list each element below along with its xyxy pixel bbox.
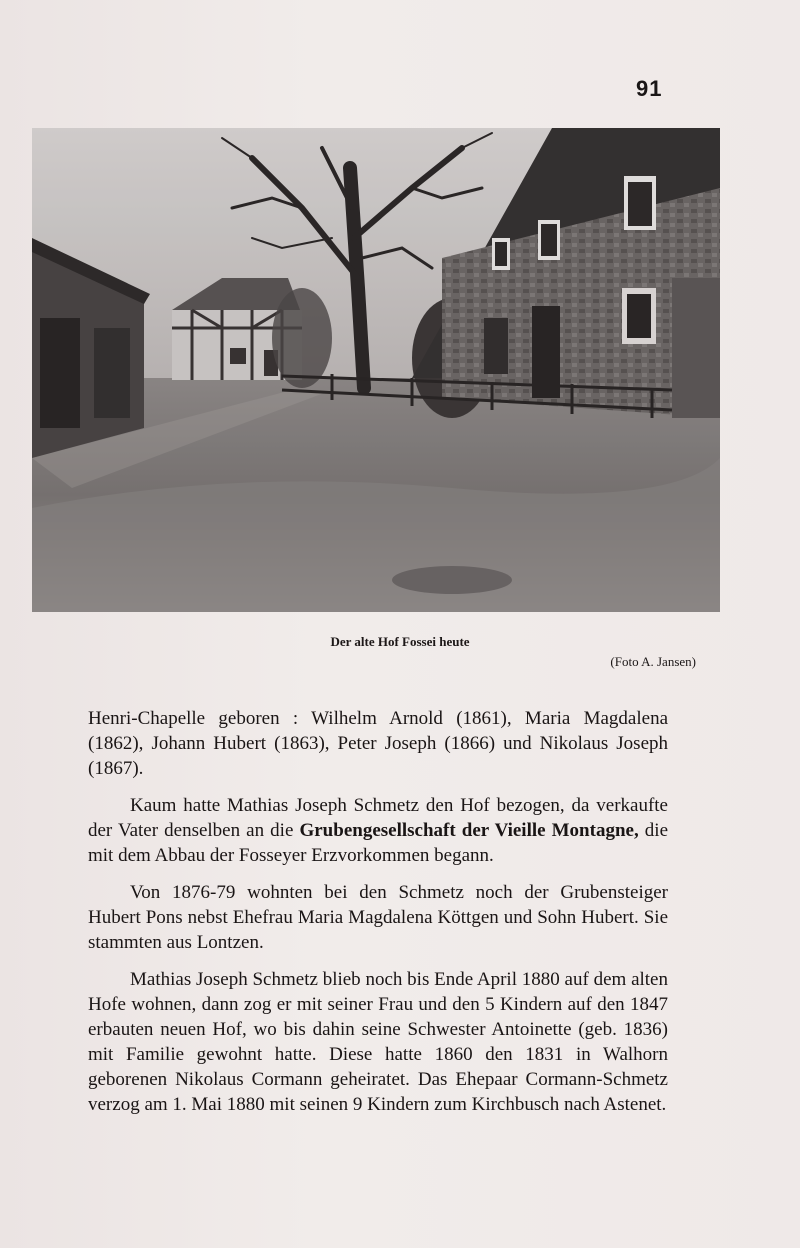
photo-caption: Der alte Hof Fossei heute [330,634,470,649]
paragraph-4: Mathias Joseph Schmetz blieb noch bis Ende April 1880 auf dem alten Hofe wohnen, dann zog er mit seiner Frau und den 5 Kindern auf den 1847 erbauten neuen Hof, wo bis dahin seine Schwester Antoinette (geb. 1836) mit Familie gewohnt hatte. Diese hatte 1860 den 1831 in Walhorn geborenen Nikolaus Cormann geheiratet. Das Ehepaar Cormann-Schmetz verzog am 1. Mai 1880 mit seinen 9 Kindern zum Kirchbusch nach Astenet. [88,969,668,1115]
body-text [88,706,668,1129]
paragraph-2-start: Kaum hatte Mathias Joseph Schmetz den Hof bezogen, da verkaufte der Vater denselben an die [88,795,668,841]
paragraph-2 [88,793,668,868]
paragraph-1: Henri-Chapelle geboren : Wilhelm Arnold (1861), Maria Magdalena (1862), Johann Hubert (1863), Peter Joseph (1866) und Nikolaus Joseph (1867). [88,708,668,779]
farmyard-photograph [32,128,720,612]
paragraph-3: Von 1876-79 wohnten bei den Schmetz noch der Grubensteiger Hubert Pons nebst Ehefrau Maria Magdalena Köttgen und Sohn Hubert. Sie stammten aus Lontzen. [88,882,668,953]
photo-credit: (Foto A. Jansen) [610,654,696,669]
page-number: 91 [636,76,663,101]
paragraph-2-end: die mit dem Abbau der Fosseyer Erzvorkommen begann. [88,820,668,866]
company-name: Grubengesellschaft der Vieille Montagne, [299,820,639,841]
